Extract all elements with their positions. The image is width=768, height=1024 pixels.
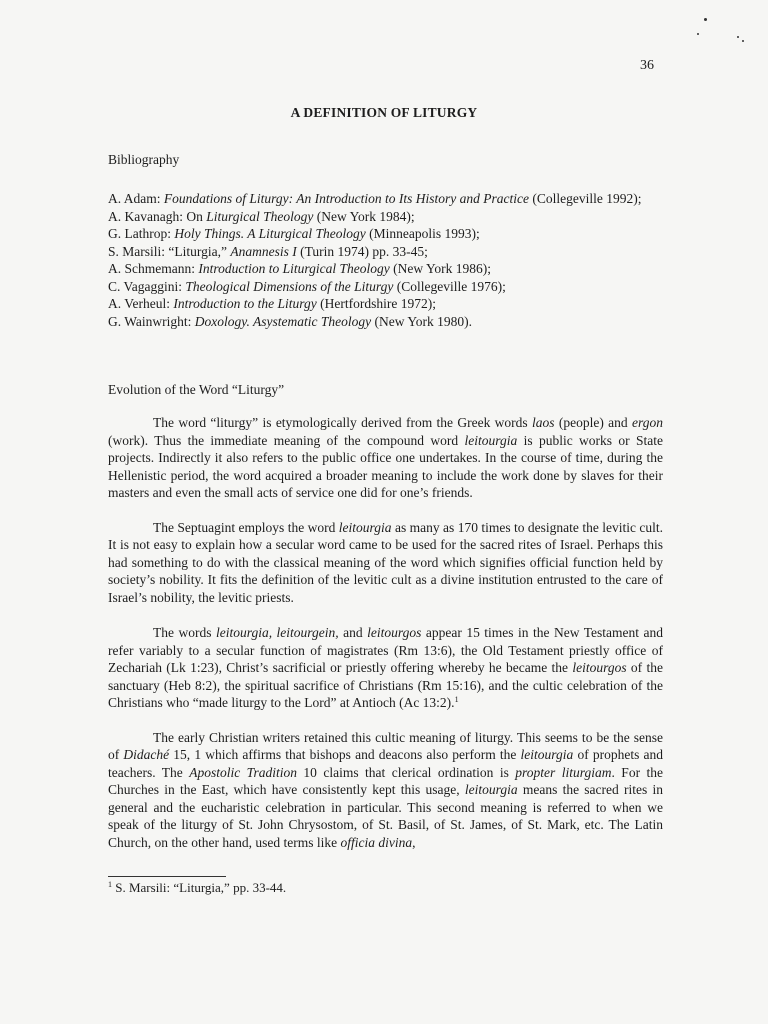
footnote-divider [108,876,226,877]
text-run: , [412,834,416,850]
bibliography-entry [108,295,663,313]
text-run: of the sanctuary (Heb 8:2), the spiritual sacrifice of Christians (Rm 15:16), and the cultic celebration of the Christians who “made liturgy to the Lord” at Antioch (Ac 13:2). [108,660,663,710]
footnote-reference: 1 [454,695,459,704]
bibliography-list [108,190,663,330]
italic-text: leitourgos [572,660,627,675]
text-run: The early Christian writers retained this cultic meaning of liturgy. This seems to be the sense of [108,729,663,762]
italic-text: Apostolic Tradition [189,764,297,780]
text-run: A. Kavanagh: On [108,208,207,224]
section-body [108,414,663,868]
text-run: G. Wainwright: [108,313,195,329]
body-paragraph [108,624,663,712]
footnote-marker: 1 [108,880,112,889]
text-run: 10 claims that clerical ordination is [296,764,516,780]
italic-text: Introduction to Liturgical Theology [198,261,390,276]
body-paragraph [108,729,663,852]
scan-speck [737,36,739,38]
bibliography-entry [108,208,663,226]
italic-text: Didaché [123,747,170,762]
page-number: 36 [640,58,654,73]
scan-speck [704,18,707,21]
italic-text: Foundations of Liturgy: An Introduction to Its History and Practice [163,191,529,206]
text-run: 15, 1 which affirms that bishops and deacons also perform the [169,747,521,762]
text-run: (Collegeville 1976); [393,278,506,294]
text-run: (Minneapolis 1993); [365,226,480,241]
italic-text: leitourgia [520,747,574,762]
italic-text: Theological Dimensions of the Liturgy [185,278,394,294]
text-run: A. Verheul: [108,296,174,311]
text-run: (Hertfordshire 1972); [316,296,436,311]
text-run: appear 15 times in the New Testament and refer variably to a secular function of magistrates (Rm 13:6), the Old Testament priestly office of Zechariah (Lk 1:23), Christ’s sacrificial or priestly offering whereby he became the [108,625,663,675]
text-run: C. Vagaggini: [108,278,186,294]
text-run: as many as 170 times to designate the levitic cult. It is not easy to explain how a secular word came to be used for the sacred rites of Israel. Perhaps this had something to do with the classical meaning of the word which signifies official function held by society’s nobility. It fits the definition of the levitic cult as a divine institution entrusted to the care of Israel’s nobility, the levitic priests. [108,519,664,605]
text-run: The word “liturgy” is etymologically derived from the Greek words [153,415,533,430]
text-run: (Turin 1974) pp. 33-45; [296,243,428,259]
italic-text: leitourgia [464,432,518,448]
section-heading: Evolution of the Word “Liturgy” [108,382,285,397]
text-run: G. Lathrop: [108,226,175,241]
text-run: S. Marsili: “Liturgia,” [108,243,231,259]
italic-text: laos [532,415,555,430]
text-run: (New York 1980). [371,313,472,329]
text-run: is public works or State projects. Indirectly it also refers to the public office one undertakes. In the course of time, during the Hellenistic period, the word acquired a broader meaning to include the work done by slaves for their masters and even the small acts of service one did for one’s friends. [108,432,663,500]
italic-text: Liturgical Theology [206,208,314,224]
text-run: (New York 1984); [313,208,415,224]
italic-text: leitourgia [338,519,392,535]
italic-text: Holy Things. A Liturgical Theology [174,226,366,241]
bibliography-entry [108,243,663,261]
text-run: (people) and [554,415,633,430]
bibliography-entry [108,225,663,243]
text-run: and [338,625,368,640]
page-title: A DEFINITION OF LITURGY [290,105,478,120]
text-run: means the sacred rites in general and the eucharistic celebration in particular. This second meaning is referred to when we speak of the liturgy of St. John Chrysostom, of St. Basil, of St. James, of St. Mark, etc. The Latin Church, on the other hand, used terms like [108,782,663,850]
text-run: (work). Thus the immediate meaning of the compound word [108,432,465,448]
italic-text: leitourgia, leitourgein, [215,625,339,640]
italic-text: Introduction to the Liturgy [173,296,317,311]
text-run: The words [153,625,216,640]
italic-text: Anamnesis I [230,243,297,259]
body-paragraph [108,519,663,607]
bibliography-entry [108,313,663,331]
bibliography-entry [108,190,663,208]
footnote-text: S. Marsili: “Liturgia,” pp. 33-44. [112,880,287,895]
footnote [108,880,286,896]
text-run: A. Adam: [108,191,164,206]
scan-speck [742,40,744,42]
text-run: The Septuagint employs the word [153,519,339,535]
body-paragraph [108,414,663,502]
italic-text: Doxology. Asystematic Theology [194,313,372,329]
text-run: . For the Churches in the East, which have consistently kept this usage, [108,764,663,797]
italic-text: leitourgia [464,782,518,797]
italic-text: leitourgos [367,625,422,640]
italic-text: officia divina [340,834,413,850]
italic-text: propter liturgiam [515,764,612,780]
bibliography-heading: Bibliography [108,152,180,167]
bibliography-entry [108,260,663,278]
text-run: (Collegeville 1992); [528,191,642,206]
text-run: of prophets and teachers. The [108,747,663,780]
bibliography-entry [108,278,663,296]
italic-text: ergon [632,415,664,430]
text-run: A. Schmemann: [108,261,199,276]
scan-speck [697,33,699,35]
text-run: (New York 1986); [389,261,491,276]
